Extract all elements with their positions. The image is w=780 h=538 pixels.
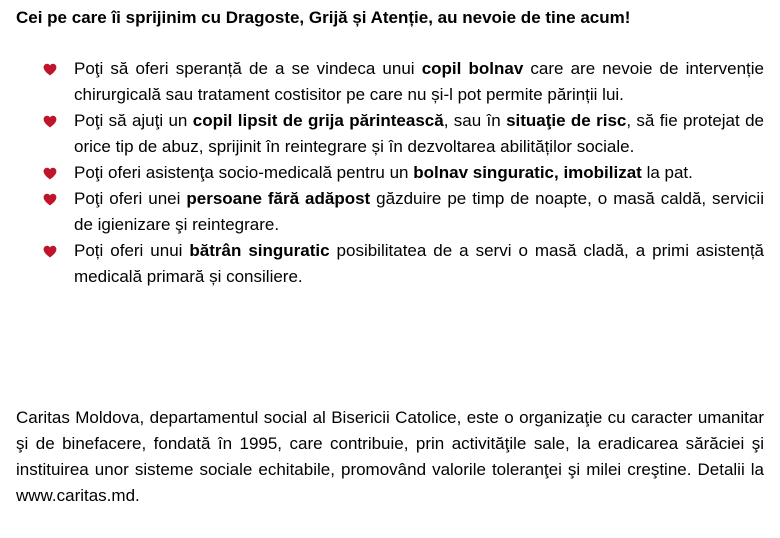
bullet-text: Poţi să ajuţi un (74, 111, 193, 130)
bullet-emphasis: copil bolnav (421, 59, 524, 78)
heart-bullet-icon (43, 63, 57, 76)
bullet-emphasis: bolnav singuratic, imobilizat (413, 163, 642, 182)
bullet-item (74, 160, 764, 186)
bullet-item (74, 186, 764, 238)
bullet-text: posibilitatea de a servi o masă cladă, a primi asistență medicală primară și consiliere. (74, 241, 764, 286)
bullet-text: Poţi oferi unei (74, 189, 187, 208)
bullet-text: Poţi oferi asistenţa socio-medicală pentru un (74, 163, 414, 182)
bullet-text: Poți oferi unui (74, 241, 190, 260)
caritas-description-paragraph: Caritas Moldova, departamentul social al Bisericii Catolice, este o organizaţie cu caracter umanitar şi de binefacere, fondată în 1995, care contribuie, prin activităţile sale, la eradicarea sărăciei şi instituirea unor sisteme sociale echitabile, promovând valorile toleranţei şi milei creştine. Detalii la www.caritas.md. (16, 408, 764, 505)
bullet-text: găzduire pe timp de noapte, o masă caldă, servicii de igienizare şi reintegrare. (74, 189, 764, 234)
bullet-text: , sau în (443, 111, 507, 130)
bullet-emphasis: situaţie de risc (506, 111, 627, 130)
heart-bullet-icon (43, 115, 57, 128)
bullet-emphasis: persoane fără adăpost (186, 189, 371, 208)
bullet-text: Poţi să oferi speranță de a se vindeca unui (74, 59, 422, 78)
bullet-text: la pat. (641, 163, 693, 182)
bullet-item (74, 238, 764, 290)
headline: Cei pe care îi sprijinim cu Dragoste, Grijă și Atenție, au nevoie de tine acum! (16, 8, 631, 27)
heart-bullet-icon (43, 167, 57, 180)
bullet-item (74, 56, 764, 108)
bullet-text: care are nevoie de intervenție chirurgicală sau tratament costisitor pe care nu și-l pot permite părinții lui. (74, 59, 764, 104)
bullet-list (0, 56, 780, 290)
bullet-item (74, 108, 764, 160)
heart-bullet-icon (43, 193, 57, 206)
bullet-text: , să fie protejat de orice tip de abuz, sprijinit în reintegrare și în dezvoltarea abilităților sociale. (74, 111, 764, 156)
bullet-emphasis: bătrân singuratic (189, 241, 330, 260)
heart-bullet-icon (43, 245, 57, 258)
bullet-emphasis: copil lipsit de grija părintească (192, 111, 444, 130)
